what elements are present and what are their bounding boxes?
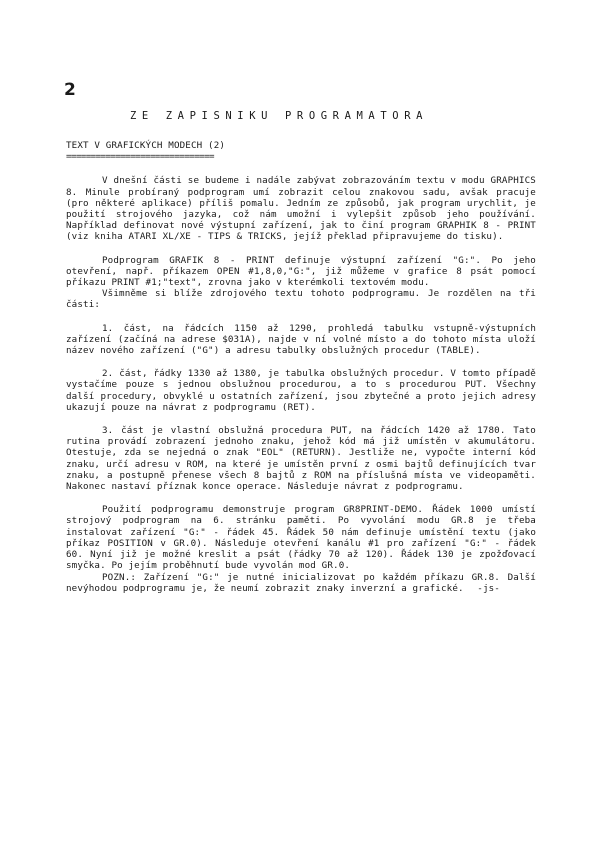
paragraph-part-2: 2. část, řádky 1330 až 1380, je tabulka obslužných procedur. V tomto případě vystačíme pouze s jednou obslužnou procedurou, a to s procedurou PUT. Všechny další procedury, obvyklé u ostatních zařízení, jsou zbytečné a proto jejich adresy ukazují pouze na návrat z podprogramu (RET).	[66, 368, 536, 413]
paragraph-part-3: 3. část je vlastní obslužná procedura PUT, na řádcích 1420 až 1780. Tato rutina provádí zobrazení jednoho znaku, jehož kód má již umístěn v akumulátoru. Otestuje, zda se nejedná o znak "EOL" (RETURN). Jestliže ne, vypočte interní kód znaku, určí adresu v ROM, na které je umístěn první z osmi bajtů definujících tvar znaku, a postupně přenese všech 8 bajtů z ROM na příslušná místa ve videopaměti. Nakonec nastaví příznak konce operace. Následuje návrat z podprogramu.	[66, 425, 536, 493]
paragraph-part-1: 1. část, na řádcích 1150 až 1290, prohledá tabulku vstupně-výstupních zařízení (začíná na adrese $031A), najde v ní volné místo a do tohoto místa uloží název nového zařízení ("G") a adresu tabulky obslužných procedur (TABLE).	[66, 322, 536, 357]
article-title: TEXT V GRAFICKÝCH MODECH (2)	[66, 140, 226, 151]
author-signature: -js-	[477, 582, 500, 594]
paragraph-overview: Všimněme si blíže zdrojového textu tohoto podprogramu. Je rozdělen na tři části:	[66, 288, 536, 311]
paragraph-intro: V dnešní části se budeme i nadále zabývat zobrazováním textu v modu GRAPHICS 8. Minule probíraný podprogram umí zobrazit celou znakovou sadu, avšak pracuje (pro některé aplikace) příliš pomalu. Jedním ze způsobů, jak program urychlit, je použití strojového jazyka, což nám umožní i vylepšit způsob jeho používání. Například definovat nové výstupní zařízení, jak to činí program GRAPHIK 8 - PRINT (viz kniha ATARI XL/XE - TIPS & TRICKS, jejíž překlad připravujeme do tisku).	[66, 175, 536, 243]
section-header: ZE ZAPISNIKU PROGRAMATORA	[130, 110, 429, 122]
paragraph-device: Podprogram GRAFIK 8 - PRINT definuje výstupní zařízení "G:". Po jeho otevření, např. příkazem OPEN #1,8,0,"G:", již můžeme v grafice 8 psát pomocí příkazu PRINT #1;"text", zrovna jako v kterémkoli textovém modu.	[66, 254, 536, 289]
article	[66, 140, 536, 594]
paragraph-demo: Použití podprogramu demonstruje program GR8PRINT-DEMO. Řádek 1000 umístí strojový podprogram na 6. stránku paměti. Po vyvolání modu GR.8 je třeba instalovat zařízení "G:" - řádek 45. Řádek 50 nám definuje umístění textu (jako příkaz POSITION v GR.0). Následuje otevření kanálu #1 pro zařízení "G:" - řádek 60. Nyní již je možné kreslit a psát (řádky 70 až 120). Řádek 130 je zpožďovací smyčka. Po jejím proběhnutí bude vyvolán mod GR.0.	[66, 504, 536, 572]
page-number: 2	[64, 80, 76, 100]
title-underline: ==============================	[66, 151, 214, 163]
paragraph-note: POZN.: Zařízení "G:" je nutné inicializovat po každém příkazu GR.8. Další nevýhodou podprogramu je, že neumí zobrazit znaky inverzní a grafické.	[66, 571, 536, 594]
